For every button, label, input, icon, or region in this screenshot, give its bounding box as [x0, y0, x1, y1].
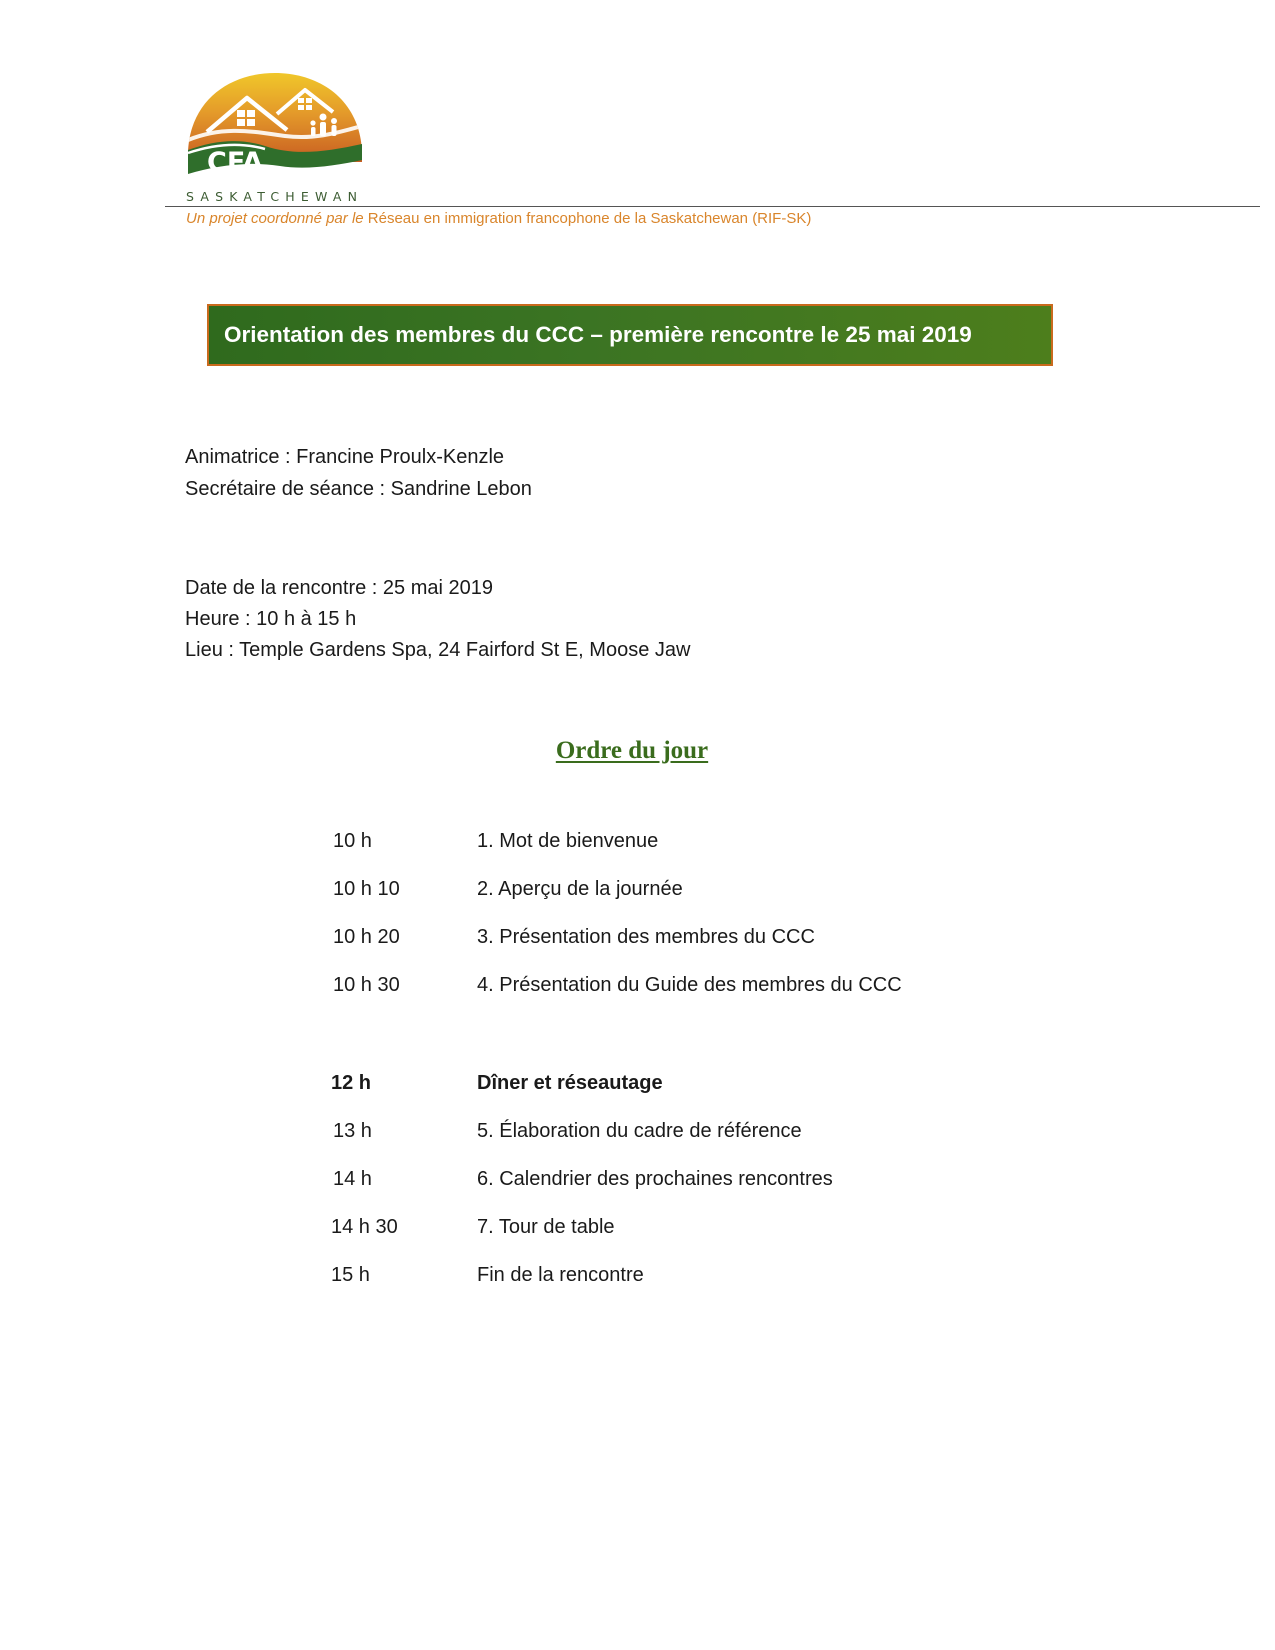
meeting-info [185, 573, 690, 666]
agenda-item: 2. Aperçu de la journée [477, 878, 683, 900]
agenda-row [0, 1168, 1275, 1202]
title-banner [207, 304, 1053, 366]
meeting-location: Lieu : Temple Gardens Spa, 24 Fairford St E, Moose Jaw [185, 639, 691, 661]
agenda-item: 6. Calendrier des prochaines rencontres [477, 1168, 833, 1190]
agenda-time: 13 h [333, 1120, 372, 1142]
agenda-item: Dîner et réseautage [477, 1072, 663, 1094]
agenda-row [0, 830, 1275, 864]
agenda-heading: Ordre du jour [555, 737, 709, 764]
logo-text: CFA [207, 147, 264, 178]
header-divider [165, 206, 1260, 207]
agenda-time: 10 h 30 [333, 974, 400, 996]
agenda-item: 1. Mot de bienvenue [477, 830, 659, 852]
document-title: Orientation des membres du CCC – première rencontre le 25 mai 2019 [224, 322, 972, 347]
agenda-row [0, 1120, 1275, 1154]
agenda-time: 12 h [331, 1072, 372, 1094]
agenda-time: 14 h [333, 1168, 372, 1190]
agenda-row [0, 926, 1275, 960]
agenda-time: 15 h [331, 1264, 370, 1286]
meeting-date: Date de la rencontre : 25 mai 2019 [185, 577, 493, 599]
agenda-item: 7. Tour de table [477, 1216, 615, 1238]
agenda-time: 10 h 10 [333, 878, 400, 900]
agenda-item: 5. Élaboration du cadre de référence [477, 1120, 802, 1142]
header-tagline [186, 210, 811, 227]
agenda-item: 4. Présentation du Guide des membres du CCC [477, 974, 902, 996]
agenda-item: 3. Présentation des membres du CCC [477, 926, 815, 948]
logo-subtitle: SASKATCHEWAN [186, 189, 364, 204]
agenda-row [0, 878, 1275, 912]
cfa-logo [185, 70, 365, 205]
meeting-time: Heure : 10 h à 15 h [185, 608, 357, 630]
agenda-row [0, 1072, 1275, 1106]
agenda-time: 10 h 20 [333, 926, 400, 948]
agenda-row [0, 1216, 1275, 1250]
agenda-time: 10 h [333, 830, 372, 852]
secretaire-line: Secrétaire de séance : Sandrine Lebon [185, 478, 532, 500]
tagline-italic: Un projet coordonné par le [186, 210, 364, 227]
tagline-rest: Réseau en immigration francophone de la Saskatchewan (RIF-SK) [363, 210, 812, 227]
agenda-row [0, 1264, 1275, 1298]
agenda-item: Fin de la rencontre [477, 1264, 644, 1286]
animatrice-line: Animatrice : Francine Proulx-Kenzle [185, 446, 505, 468]
agenda-time: 14 h 30 [331, 1216, 398, 1238]
agenda-row [0, 974, 1275, 1008]
roles-block [185, 441, 532, 505]
